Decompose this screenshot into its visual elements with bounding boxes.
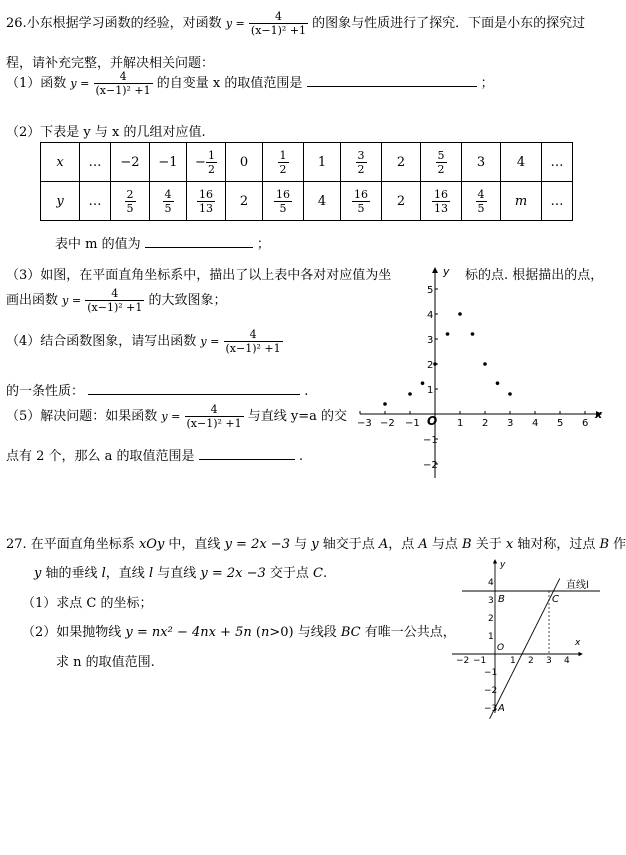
x-tick-label: −1 [473,656,487,666]
table-cell: 4 [304,182,341,221]
formula-y-eq: y = [161,410,181,423]
table-cell: … [542,182,573,221]
q27-text: C [313,566,323,581]
x-tick-label: 4 [564,656,570,666]
formula-numerator: 4 [224,328,283,342]
y-tick-label: −1 [423,435,438,446]
q27-text: l [101,566,106,581]
formula-fraction [224,328,283,355]
formula-numerator: 4 [249,10,308,24]
x-tick-label: 1 [457,418,464,429]
formula-denominator: (x−1)² +1 [95,84,151,97]
x-tick-label: 1 [510,656,516,666]
q27-text: 轴对称，过点 [513,537,600,552]
plot-point [433,362,437,366]
answer-blank-m[interactable] [145,235,253,248]
q27-text: 与 [289,537,312,552]
plot-point [496,381,500,385]
origin-label: O [427,414,438,428]
table-cell: $\frac{4}{5}$ [462,182,501,221]
answer-blank-domain[interactable] [307,74,477,87]
table-cell: −1 [150,143,187,182]
part1-prefix: （1）函数 [6,76,67,91]
q26-intro-line1 [6,10,585,37]
line-l-label: 直线l [566,580,589,591]
plot-point [421,381,425,385]
q27-text: ，直线 [105,566,149,581]
table-cell: 2 [226,182,263,221]
q27-text: （2）如果抛物线 [22,625,126,640]
q26-part4-line2 [6,380,308,399]
table-cell-m: m [501,182,542,221]
y-tick-label: 1 [427,385,434,396]
q27-formula: y = 2x −3 [224,537,290,552]
q26-part5-line1 [6,403,347,430]
m-prefix: 表中 m 的值为 [55,237,141,252]
q27-coordinate-graph [440,555,610,715]
function-formula [200,328,282,355]
q27-text: 与点 [427,537,463,552]
part5-prefix: （5）解决问题：如果函数 [6,409,158,424]
function-formula [161,403,243,430]
table-cell: $\frac{16}{5}$ [263,182,304,221]
q27-text: . [323,566,328,581]
y-tick-label: 2 [488,614,494,624]
q27-text: x [505,537,514,552]
formula-fraction [249,10,308,37]
q26-part4-line1 [6,328,283,355]
y-axis-label: y [500,560,506,570]
q27-part2-line2: 求 n 的取值范围. [56,655,155,670]
formula-y-eq: y = [62,294,82,307]
origin-label: O [497,643,505,653]
answer-blank-property[interactable] [88,382,300,395]
part3-suffix: 的大致图象； [148,293,227,308]
formula-fraction [94,70,153,97]
y-tick-label: −1 [484,668,498,678]
part5-suffix: 与直线 y=a 的交 [247,409,348,424]
x-tick-label: 3 [507,418,514,429]
plot-point [458,312,462,316]
q27-text: 关于 [471,537,506,552]
q27-text: ，点 [388,537,419,552]
y-axis-label: y [443,265,450,278]
table-cell: $\frac{16}{13}$ [187,182,226,221]
m-end: ； [256,237,270,252]
part3-prefix: 画出函数 [6,293,59,308]
x-tick-label: 4 [532,418,539,429]
x-axis-label: x [595,408,603,421]
formula-y-eq: y = [225,17,245,30]
x-axis-label: x [575,638,581,648]
table-cell: $\frac{1}{2}$ [263,143,304,182]
formula-y-eq: y = [200,335,220,348]
table-cell: $\frac{3}{2}$ [341,143,382,182]
answer-blank-a-range[interactable] [199,447,295,460]
x-tick-label: 3 [546,656,552,666]
q26-m-line [55,233,270,252]
q26-part3-line1: （3）如图，在平面直角坐标系中，描出了以上表中各对对应值为坐 [6,268,392,283]
table-cell: $\frac{16}{13}$ [421,182,462,221]
q27-text: A [418,537,428,552]
function-formula [70,70,152,97]
formula-fraction [185,403,244,430]
q27-text: l [148,566,154,581]
table-cell: $\frac{16}{5}$ [341,182,382,221]
table-row-x [41,143,573,182]
plot-point [483,362,487,366]
plot-point [508,392,512,396]
plot-point [408,392,412,396]
table-cell: 3 [462,143,501,182]
table-cell: −2 [111,143,150,182]
point-a-label: A [498,703,505,714]
table-cell: 4 [501,143,542,182]
formula-numerator: 4 [185,403,244,417]
function-formula [62,287,144,314]
x-tick-label: −2 [380,418,395,429]
value-table [40,142,573,221]
formula-fraction [85,287,144,314]
x-tick-label: −1 [405,418,420,429]
q26-intro-prefix: 26.小东根据学习函数的经验，对函数 [6,16,222,31]
q27-part2-line1 [22,621,456,640]
y-tick-label: 3 [427,335,434,346]
table-cell: $\frac{5}{2}$ [421,143,462,182]
plot-point [383,402,387,406]
q26-intro-suffix: 的图象与性质进行了探究．下面是小东的探究过 [312,16,586,31]
q27-text: 有唯一公共点， [360,625,456,640]
table-cell: 0 [226,143,263,182]
q27-text: >0) 与线段 [269,625,341,640]
table-cell: − $\frac{1}{2}$ [187,143,226,182]
x-tick-label: 6 [582,418,589,429]
part4-prefix: （4）结合函数图象，请写出函数 [6,334,197,349]
q27-text: BC [340,625,361,640]
q26-coordinate-graph [355,260,610,480]
table-cell: 1 [304,143,341,182]
part5-end: . [298,449,303,464]
q27-text: 轴交于点 [318,537,379,552]
formula-y-eq: y = [70,77,90,90]
y-tick-label: 2 [427,360,434,371]
x-tick-label: 2 [482,418,489,429]
y-tick-label: −2 [423,460,438,471]
q26-intro-line2: 程，请补充完整，并解决相关问题： [6,56,215,71]
part5-line2-text: 点有 2 个，那么 a 的取值范围是 [6,449,195,464]
plot-point [446,332,450,336]
point-b-label: B [498,594,505,605]
table-cell: 2 [382,182,421,221]
formula-denominator: (x−1)² +1 [250,24,307,37]
q27-text: n [260,625,270,640]
table-header-y: y [41,182,80,221]
q26-part3-line1-right: 标的点. 根据描出的点， [465,268,604,283]
table-cell: … [80,182,111,221]
table-cell: 2 [382,143,421,182]
q27-line2 [34,562,327,581]
table-row-y [41,182,573,221]
q27-formula: y = 2x −3 [200,566,266,581]
q27-text: y [311,537,319,552]
table-header-x: x [41,143,80,182]
formula-denominator: (x−1)² +1 [225,342,281,355]
y-tick-label: 5 [427,285,434,296]
part4-line2-text: 的一条性质： [6,384,85,399]
q27-text: ( [251,625,261,640]
q27-text: xOy [138,537,165,552]
q27-text: 轴的垂线 [41,566,102,581]
formula-numerator: 4 [94,70,153,84]
part1-suffix: 的自变量 x 的取值范围是 [156,76,303,91]
q27-text: B [599,537,610,552]
table-cell: $\frac{4}{5}$ [150,182,187,221]
table-cell: $\frac{2}{5}$ [111,182,150,221]
q27-text: y [34,566,42,581]
plot-point [471,332,475,336]
y-tick-label: 4 [488,578,494,588]
q27-text: 与直线 [153,566,201,581]
formula-denominator: (x−1)² +1 [186,417,242,430]
y-tick-label: −2 [484,686,498,696]
q27-line1 [6,533,626,552]
x-tick-label: −3 [357,418,372,429]
q26-part5-line2 [6,445,303,464]
formula-numerator: 4 [85,287,144,301]
x-tick-label: 5 [557,418,564,429]
x-tick-label: 2 [528,656,534,666]
function-formula [226,10,308,37]
q27-text: 作 [609,537,626,552]
x-tick-label: −2 [456,656,470,666]
q26-part1 [6,70,494,97]
q27-text: B [462,537,472,552]
q26-part3-line2 [6,287,227,314]
y-tick-label: 3 [488,596,494,606]
point-c-label: C [552,594,559,605]
q27-text: 交于点 [265,566,314,581]
y-tick-label: 4 [427,310,434,321]
q27-part1: （1）求点 C 的坐标； [22,596,153,611]
formula-denominator: (x−1)² +1 [87,301,143,314]
table-cell: … [80,143,111,182]
q27-text: 中，直线 [164,537,225,552]
q27-text: 27. 在平面直角坐标系 [6,537,139,552]
q26-part2: （2）下表是 y 与 x 的几组对应值. [6,125,206,140]
y-tick-label: −3 [484,704,498,714]
q27-formula: y = nx² − 4nx + 5n [125,625,252,640]
part1-end: ； [480,76,494,91]
part4-end: . [304,384,309,399]
table-cell: … [542,143,573,182]
q27-text: A [378,537,389,552]
y-tick-label: 1 [488,632,494,642]
